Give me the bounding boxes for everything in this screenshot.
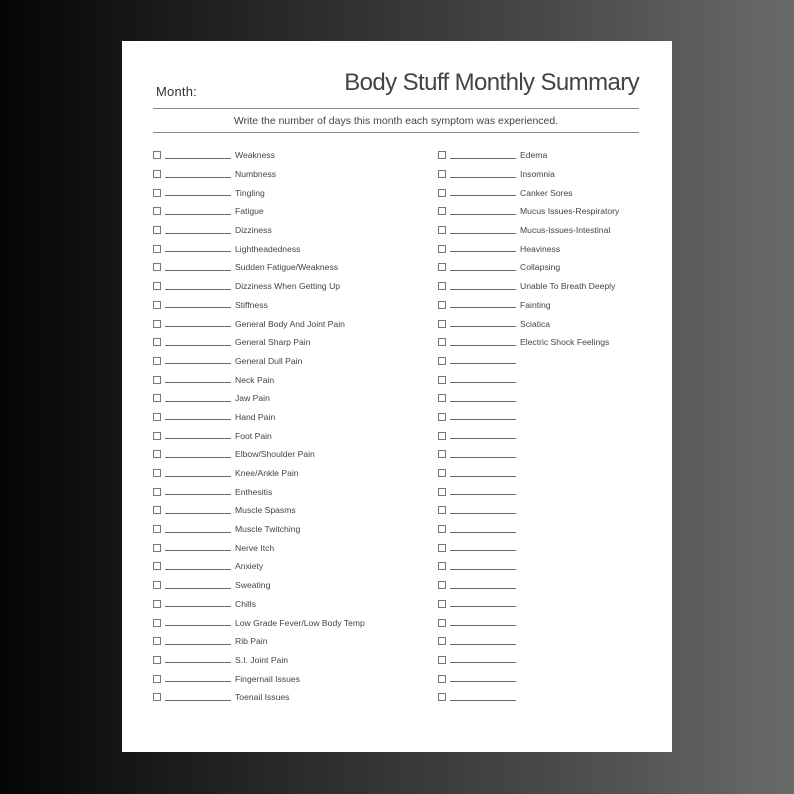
symptom-row xyxy=(438,221,619,240)
symptom-row xyxy=(153,595,365,614)
symptom-checkbox[interactable] xyxy=(153,581,161,589)
day-count-blank[interactable] xyxy=(165,457,231,458)
symptom-label: Knee/Ankle Pain xyxy=(235,468,299,479)
symptom-row xyxy=(153,239,365,258)
symptom-label: Fainting xyxy=(520,299,551,310)
symptom-label: Dizziness xyxy=(235,225,272,236)
symptom-label: Edema xyxy=(520,150,548,161)
symptom-checkbox[interactable] xyxy=(153,432,161,440)
symptom-checkbox[interactable] xyxy=(438,581,446,589)
day-count-blank[interactable] xyxy=(165,289,231,290)
symptom-row xyxy=(438,389,619,408)
symptom-row xyxy=(438,258,619,277)
symptom-row xyxy=(438,651,619,670)
symptom-label: General Dull Pain xyxy=(235,355,303,366)
symptom-label: Hand Pain xyxy=(235,411,276,422)
symptom-checkbox[interactable] xyxy=(153,376,161,384)
symptom-row xyxy=(153,688,365,707)
day-count-blank[interactable] xyxy=(450,494,516,495)
symptom-row xyxy=(153,669,365,688)
symptom-label: Sudden Fatigue/Weakness xyxy=(235,262,339,273)
symptom-checkbox[interactable] xyxy=(153,562,161,570)
symptom-checkbox[interactable] xyxy=(153,525,161,533)
day-count-blank[interactable] xyxy=(165,438,231,439)
symptom-checkbox[interactable] xyxy=(438,338,446,346)
symptom-row xyxy=(153,482,365,501)
day-count-blank[interactable] xyxy=(450,438,516,439)
symptom-checkbox[interactable] xyxy=(438,544,446,552)
symptom-checkbox[interactable] xyxy=(438,282,446,290)
symptom-row xyxy=(438,370,619,389)
symptom-row xyxy=(438,408,619,427)
symptom-row xyxy=(438,688,619,707)
left-symptom-column xyxy=(153,146,365,707)
day-count-blank[interactable] xyxy=(450,644,516,645)
symptom-row xyxy=(438,520,619,539)
symptom-label: Jaw Pain xyxy=(235,393,270,404)
symptom-label: Foot Pain xyxy=(235,430,272,441)
symptom-row xyxy=(438,146,619,165)
symptom-row xyxy=(153,576,365,595)
day-count-blank[interactable] xyxy=(165,177,231,178)
symptom-checkbox[interactable] xyxy=(438,637,446,645)
day-count-blank[interactable] xyxy=(450,233,516,234)
symptom-checkbox[interactable] xyxy=(153,226,161,234)
symptom-label: Enthesitis xyxy=(235,486,273,497)
month-label: Month: xyxy=(156,84,197,99)
day-count-blank[interactable] xyxy=(450,662,516,663)
day-count-blank[interactable] xyxy=(165,700,231,701)
symptom-checkbox[interactable] xyxy=(438,245,446,253)
symptom-checkbox[interactable] xyxy=(438,376,446,384)
symptom-row xyxy=(438,277,619,296)
symptom-label: Heaviness xyxy=(520,243,561,254)
symptom-checkbox[interactable] xyxy=(153,656,161,664)
symptom-row xyxy=(153,165,365,184)
symptom-checkbox[interactable] xyxy=(153,151,161,159)
symptom-checkbox[interactable] xyxy=(438,562,446,570)
checklist-page xyxy=(122,41,672,752)
day-count-blank[interactable] xyxy=(450,307,516,308)
symptom-row xyxy=(438,183,619,202)
day-count-blank[interactable] xyxy=(450,195,516,196)
symptom-checkbox[interactable] xyxy=(438,207,446,215)
symptom-row xyxy=(153,389,365,408)
symptom-checkbox[interactable] xyxy=(153,170,161,178)
symptom-label: Low Grade Fever/Low Body Temp xyxy=(235,617,365,628)
symptom-checkbox[interactable] xyxy=(153,245,161,253)
symptom-row xyxy=(438,352,619,371)
symptom-label: Mucus-Issues-Intestinal xyxy=(520,225,611,236)
symptom-row xyxy=(153,352,365,371)
symptom-row xyxy=(438,202,619,221)
day-count-blank[interactable] xyxy=(450,625,516,626)
symptom-checkbox[interactable] xyxy=(438,488,446,496)
symptom-checkbox[interactable] xyxy=(153,301,161,309)
symptom-checkbox[interactable] xyxy=(438,170,446,178)
day-count-blank[interactable] xyxy=(165,363,231,364)
day-count-blank[interactable] xyxy=(165,307,231,308)
day-count-blank[interactable] xyxy=(165,158,231,159)
symptom-label: Sciatica xyxy=(520,318,551,329)
day-count-blank[interactable] xyxy=(165,251,231,252)
symptom-label: Muscle Spasms xyxy=(235,505,296,516)
header-divider-bottom xyxy=(153,132,639,133)
day-count-blank[interactable] xyxy=(165,419,231,420)
day-count-blank[interactable] xyxy=(450,251,516,252)
symptom-label: General Body And Joint Pain xyxy=(235,318,345,329)
day-count-blank[interactable] xyxy=(450,363,516,364)
symptom-row xyxy=(438,576,619,595)
day-count-blank[interactable] xyxy=(165,494,231,495)
day-count-blank[interactable] xyxy=(450,270,516,271)
symptom-row xyxy=(438,445,619,464)
symptom-label: Mucus Issues-Respiratory xyxy=(520,206,620,217)
day-count-blank[interactable] xyxy=(450,345,516,346)
symptom-checkbox[interactable] xyxy=(438,320,446,328)
symptom-label: Chills xyxy=(235,598,257,609)
day-count-blank[interactable] xyxy=(165,401,231,402)
day-count-blank[interactable] xyxy=(450,289,516,290)
symptom-row xyxy=(153,426,365,445)
day-count-blank[interactable] xyxy=(450,569,516,570)
symptom-checkbox[interactable] xyxy=(153,469,161,477)
symptom-checkbox[interactable] xyxy=(438,450,446,458)
symptom-checkbox[interactable] xyxy=(153,637,161,645)
symptom-label: Tingling xyxy=(235,187,265,198)
day-count-blank[interactable] xyxy=(450,158,516,159)
symptom-row xyxy=(153,613,365,632)
day-count-blank[interactable] xyxy=(165,233,231,234)
symptom-checkbox[interactable] xyxy=(153,488,161,496)
symptom-label: Collapsing xyxy=(520,262,561,273)
symptom-checkbox[interactable] xyxy=(153,450,161,458)
day-count-blank[interactable] xyxy=(450,382,516,383)
day-count-blank[interactable] xyxy=(165,345,231,346)
day-count-blank[interactable] xyxy=(450,588,516,589)
symptom-checkbox[interactable] xyxy=(438,301,446,309)
symptom-label: Canker Sores xyxy=(520,187,573,198)
symptom-row xyxy=(153,221,365,240)
symptom-label: Stiffness xyxy=(235,299,268,310)
day-count-blank[interactable] xyxy=(450,419,516,420)
day-count-blank[interactable] xyxy=(165,513,231,514)
symptom-checkbox[interactable] xyxy=(153,282,161,290)
day-count-blank[interactable] xyxy=(165,476,231,477)
symptom-row xyxy=(438,482,619,501)
symptom-checkbox[interactable] xyxy=(438,189,446,197)
day-count-blank[interactable] xyxy=(165,550,231,551)
symptom-checkbox[interactable] xyxy=(438,693,446,701)
day-count-blank[interactable] xyxy=(450,457,516,458)
day-count-blank[interactable] xyxy=(165,382,231,383)
symptom-checkbox[interactable] xyxy=(438,432,446,440)
day-count-blank[interactable] xyxy=(450,476,516,477)
symptom-checkbox[interactable] xyxy=(438,675,446,683)
symptom-row xyxy=(153,651,365,670)
day-count-blank[interactable] xyxy=(165,625,231,626)
day-count-blank[interactable] xyxy=(450,326,516,327)
symptom-row xyxy=(153,464,365,483)
symptom-checkbox[interactable] xyxy=(438,357,446,365)
symptom-row xyxy=(438,333,619,352)
day-count-blank[interactable] xyxy=(450,401,516,402)
day-count-blank[interactable] xyxy=(165,326,231,327)
symptom-checkbox[interactable] xyxy=(438,394,446,402)
symptom-row xyxy=(153,146,365,165)
symptom-label: Fingernail Issues xyxy=(235,673,300,684)
right-symptom-column xyxy=(438,146,619,707)
symptom-checkbox[interactable] xyxy=(153,338,161,346)
symptom-checkbox[interactable] xyxy=(153,320,161,328)
symptom-row xyxy=(438,613,619,632)
symptom-row xyxy=(153,632,365,651)
symptom-label: Toenail Issues xyxy=(235,692,290,703)
day-count-blank[interactable] xyxy=(450,177,516,178)
symptom-label: Muscle Twitching xyxy=(235,524,301,535)
day-count-blank[interactable] xyxy=(165,569,231,570)
day-count-blank[interactable] xyxy=(450,606,516,607)
symptom-label: Unable To Breath Deeply xyxy=(520,281,616,292)
symptom-label: General Sharp Pain xyxy=(235,337,311,348)
symptom-checkbox[interactable] xyxy=(438,469,446,477)
symptom-label: Lightheadedness xyxy=(235,243,301,254)
day-count-blank[interactable] xyxy=(165,644,231,645)
symptom-row xyxy=(153,296,365,315)
symptom-row xyxy=(153,538,365,557)
symptom-label: Numbness xyxy=(235,169,277,180)
symptom-checkbox[interactable] xyxy=(438,600,446,608)
symptom-row xyxy=(153,183,365,202)
symptom-row xyxy=(153,202,365,221)
day-count-blank[interactable] xyxy=(165,606,231,607)
symptom-row xyxy=(153,520,365,539)
symptom-row xyxy=(438,669,619,688)
symptom-label: Anxiety xyxy=(235,561,264,572)
symptom-row xyxy=(438,464,619,483)
symptom-row xyxy=(438,296,619,315)
header-divider-top xyxy=(153,108,639,109)
instruction-text: Write the number of days this month each symptom was experienced. xyxy=(233,115,559,127)
symptom-row xyxy=(153,333,365,352)
symptom-row xyxy=(153,277,365,296)
symptom-label: Rib Pain xyxy=(235,636,268,647)
symptom-checkbox[interactable] xyxy=(438,413,446,421)
symptom-label: Dizziness When Getting Up xyxy=(235,281,341,292)
symptom-checkbox[interactable] xyxy=(153,357,161,365)
day-count-blank[interactable] xyxy=(450,550,516,551)
symptom-checkbox[interactable] xyxy=(153,675,161,683)
day-count-blank[interactable] xyxy=(450,700,516,701)
symptom-label: Neck Pain xyxy=(235,374,275,385)
symptom-row xyxy=(153,501,365,520)
symptom-label: Insomnia xyxy=(520,169,555,180)
symptom-row xyxy=(438,538,619,557)
symptom-row xyxy=(153,408,365,427)
symptom-row xyxy=(438,501,619,520)
symptom-row xyxy=(153,370,365,389)
symptom-checkbox[interactable] xyxy=(438,263,446,271)
symptom-row xyxy=(153,258,365,277)
symptom-row xyxy=(438,239,619,258)
symptom-label: Elbow/Shoulder Pain xyxy=(235,449,315,460)
symptom-row xyxy=(438,426,619,445)
symptom-checkbox[interactable] xyxy=(153,619,161,627)
page-title: Body Stuff Monthly Summary xyxy=(344,69,639,96)
symptom-checkbox[interactable] xyxy=(153,394,161,402)
day-count-blank[interactable] xyxy=(165,195,231,196)
symptom-label: Sweating xyxy=(235,580,271,591)
symptom-checkbox[interactable] xyxy=(153,506,161,514)
day-count-blank[interactable] xyxy=(450,681,516,682)
symptom-row xyxy=(438,595,619,614)
symptom-checkbox[interactable] xyxy=(153,263,161,271)
day-count-blank[interactable] xyxy=(450,513,516,514)
day-count-blank[interactable] xyxy=(165,270,231,271)
symptom-checkbox[interactable] xyxy=(153,600,161,608)
symptom-row xyxy=(438,165,619,184)
symptom-checkbox[interactable] xyxy=(438,619,446,627)
symptom-label: Fatigue xyxy=(235,206,264,217)
symptom-label: Nerve Itch xyxy=(235,542,275,553)
symptom-checkbox[interactable] xyxy=(438,656,446,664)
symptom-checkbox[interactable] xyxy=(438,226,446,234)
symptom-checkbox[interactable] xyxy=(153,693,161,701)
symptom-row xyxy=(438,314,619,333)
day-count-blank[interactable] xyxy=(165,532,231,533)
symptom-checkbox[interactable] xyxy=(153,189,161,197)
symptom-checkbox[interactable] xyxy=(438,151,446,159)
symptom-row xyxy=(438,557,619,576)
symptom-label: Weakness xyxy=(235,150,275,161)
symptom-label: S.I. Joint Pain xyxy=(235,654,289,665)
symptom-row xyxy=(153,445,365,464)
symptom-row xyxy=(153,314,365,333)
symptom-row xyxy=(438,632,619,651)
day-count-blank[interactable] xyxy=(165,214,231,215)
day-count-blank[interactable] xyxy=(165,681,231,682)
symptom-checkbox[interactable] xyxy=(153,207,161,215)
symptom-checkbox[interactable] xyxy=(438,525,446,533)
day-count-blank[interactable] xyxy=(450,532,516,533)
symptom-row xyxy=(153,557,365,576)
symptom-checkbox[interactable] xyxy=(153,413,161,421)
day-count-blank[interactable] xyxy=(165,588,231,589)
day-count-blank[interactable] xyxy=(450,214,516,215)
day-count-blank[interactable] xyxy=(165,662,231,663)
symptom-checkbox[interactable] xyxy=(153,544,161,552)
symptom-label: Electric Shock Feelings xyxy=(520,337,610,348)
symptom-checkbox[interactable] xyxy=(438,506,446,514)
